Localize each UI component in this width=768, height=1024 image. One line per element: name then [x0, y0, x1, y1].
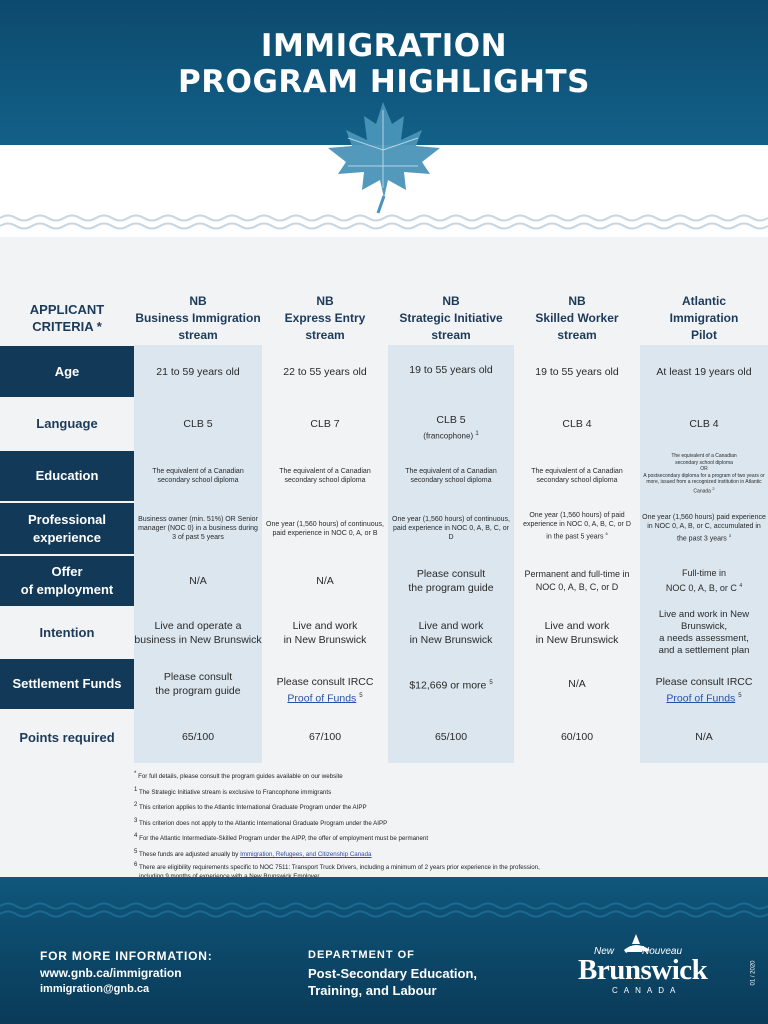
cell-points-atlantic: N/A — [695, 730, 713, 743]
row-label-age: Age — [0, 346, 134, 397]
footnote: $^2$ This criterion applies to the Atlantic International Graduate Program under the AIPP — [134, 802, 367, 812]
cell-education-express: The equivalent of a Canadian secondary school diploma — [279, 468, 371, 484]
header-strategic: NB Strategic Initiative stream — [399, 293, 503, 342]
cell-experience-express: One year (1,560 hours) of continuous, paid experience in NOC 0, A, or B — [266, 520, 384, 537]
email-link[interactable]: immigration@gnb.ca — [40, 983, 150, 995]
department-label: DEPARTMENT OF — [308, 949, 415, 961]
cell-language-strategic: CLB 5 (francophone) $^1$ — [423, 413, 479, 441]
cell-age-strategic: 19 to 55 years old — [409, 364, 493, 376]
cell-offer-strategic: Please consult the program guide — [408, 568, 494, 594]
cell-intention-strategic: Live and work in New Brunswick — [409, 619, 493, 646]
footnote: $^5$ These funds are adjusted anually by Immigration, Refugees, and Citizenship Canada — [134, 848, 372, 858]
cell-offer-atlantic: Full-time in NOC 0, A, B, or C $^4$ — [665, 568, 743, 593]
row-label-points: Points required — [19, 729, 115, 745]
department-name: Post-Secondary Education, Training, and Labour — [308, 966, 478, 998]
maple-leaf-icon — [318, 100, 448, 215]
cell-offer-skilled: Permanent and full-time in NOC 0, A, B, C, or D — [524, 569, 630, 592]
cell-experience-business: Business owner (min. 51%) OR Senior manager (NOC 0) in a business during 3 of past 5 years — [138, 516, 258, 541]
wave-divider — [0, 210, 768, 240]
header-skilled: NB Skilled Worker stream — [535, 293, 619, 342]
cell-funds-business: Please consult the program guide — [155, 671, 241, 697]
footer-wave-pattern — [0, 900, 768, 922]
footnote: * For full details, please consult the program guides available on our website — [134, 771, 343, 781]
footnote: $^1$ The Strategic Initiative stream is exclusive to Francophone immigrants — [134, 786, 332, 796]
cell-education-skilled: The equivalent of a Canadian secondary school diploma — [531, 468, 623, 484]
cell-intention-express: Live and work in New Brunswick — [283, 619, 367, 646]
cell-experience-strategic: One year (1,560 hours) of continuous, paid experience in NOC 0, A, B, C, or D — [392, 516, 510, 541]
cell-points-strategic: 65/100 — [434, 730, 468, 743]
cell-age-skilled: 19 to 55 years old — [535, 365, 619, 378]
header-business: NB Business Immigration stream — [135, 293, 261, 342]
ircc-link[interactable]: Immigration, Refugees, and Citizenship Canada — [240, 850, 372, 858]
cell-funds-atlantic: Please consult IRCC Proof of Funds $^5$ — [655, 675, 753, 705]
cell-age-express: 22 to 55 years old — [283, 365, 367, 378]
row-label-experience: Professional experience — [0, 503, 134, 554]
footnote: $^3$ This criterion does not apply to the Atlantic International Graduate Program under the AIPP — [134, 817, 388, 827]
cell-experience-atlantic: One year (1,560 hours) paid experience in NOC 0, A, B, or C, accumulated in the past 3 years $^3$ — [642, 514, 766, 543]
cell-funds-strategic: $12,669 or more $^5$ — [409, 679, 493, 692]
cell-language-express: CLB 7 — [310, 418, 340, 430]
cell-intention-skilled: Live and work in New Brunswick — [535, 619, 619, 646]
criteria-header: APPLICANT CRITERIA * — [29, 302, 105, 334]
footnote: $^4$ For the Atlantic Intermediate-Skilled Program under the AIPP, the offer of employment must be permanent — [134, 833, 429, 843]
cell-offer-business: N/A — [189, 575, 207, 587]
cell-points-skilled: 60/100 — [560, 730, 594, 743]
cell-intention-business: Live and operate a business in New Brunswick — [134, 619, 262, 646]
header-atlantic: Atlantic Immigration Pilot — [669, 293, 739, 342]
header-express: NB Express Entry stream — [284, 293, 366, 342]
cell-funds-express: Please consult IRCC Proof of Funds $^5$ — [276, 675, 374, 705]
cell-education-business: The equivalent of a Canadian secondary school diploma — [152, 468, 244, 484]
proof-of-funds-link[interactable]: Proof of Funds — [287, 692, 357, 705]
cell-age-atlantic: At least 19 years old — [656, 365, 752, 378]
cell-age-business: 21 to 59 years old — [156, 365, 240, 378]
website-link[interactable]: www.gnb.ca/immigration — [40, 966, 182, 980]
row-label-offer: Offer of employment — [0, 556, 134, 606]
cell-funds-skilled: N/A — [568, 678, 586, 690]
page-title: IMMIGRATION PROGRAM HIGHLIGHTS — [178, 28, 590, 100]
cell-language-business: CLB 5 — [183, 418, 213, 430]
row-label-language: Language — [36, 416, 98, 431]
cell-education-atlantic: The equivalent of a Canadian secondary school diploma OR A postsecondary diploma for a program of two years or more, issued from a recognized institution in Atlantic Canada $^2$ — [643, 453, 765, 495]
cell-language-atlantic: CLB 4 — [689, 418, 719, 430]
logo-text-canada: CANADA — [612, 986, 682, 995]
row-label-intention: Intention — [39, 624, 95, 640]
logo-text-new-nouveau: New Nouveau — [594, 946, 683, 957]
cell-points-business: 65/100 — [181, 730, 215, 743]
more-info-heading: FOR MORE INFORMATION: — [40, 949, 213, 963]
row-label-funds: Settlement Funds — [0, 659, 134, 709]
cell-points-express: 67/100 — [308, 730, 342, 743]
row-label-education: Education — [0, 451, 134, 501]
cell-intention-atlantic: Live and work in New Brunswick, a needs assessment, and a settlement plan — [658, 608, 750, 656]
footnote: $^6$ There are eligibility requirements specific to NOC 7511: Transport Truck Drivers, including a minimum of 2 years prior experience in the profession, — [134, 862, 540, 872]
cell-offer-express: N/A — [316, 575, 334, 587]
proof-of-funds-link[interactable]: Proof of Funds — [666, 692, 736, 705]
cell-experience-skilled: One year (1,560 hours) of paid experience in NOC 0, A, B, C, or D in the past 5 years $^6$ — [523, 512, 631, 541]
footnotes — [134, 768, 754, 881]
publication-date: 01 / 2020 — [750, 960, 757, 986]
logo-text-brunswick: Brunswick — [578, 954, 708, 986]
cell-education-strategic: The equivalent of a Canadian secondary school diploma — [405, 468, 497, 484]
cell-language-skilled: CLB 4 — [562, 418, 592, 430]
